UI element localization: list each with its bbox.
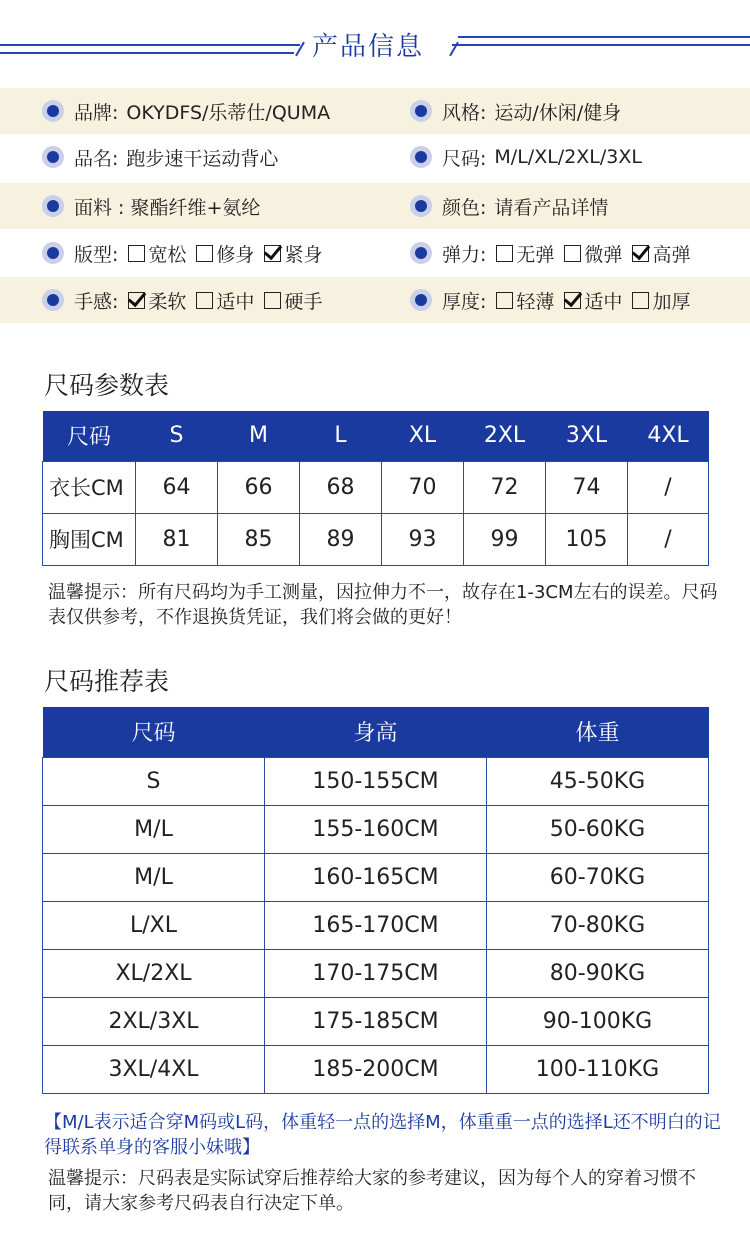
table-row [43,461,709,513]
checkbox-icon[interactable] [564,292,581,309]
elastic-field [410,230,690,276]
brand-label: 品牌: [74,101,119,124]
table-cell: 50-60KG [487,805,709,853]
table-cell: 160-165CM [265,853,487,901]
fit-option-tight[interactable] [264,240,322,267]
brand-field [42,88,330,134]
bullet-icon [410,146,432,168]
table-cell: 165-170CM [265,901,487,949]
column-header: L [300,411,382,461]
option-label: 轻薄 [516,290,555,313]
column-header: 尺码 [43,411,136,461]
checkbox-icon[interactable] [128,245,145,262]
table-row [43,949,709,997]
column-header: 体重 [487,707,709,757]
checkbox-icon[interactable] [632,292,649,309]
fit-option-loose[interactable] [128,240,186,267]
table-row [43,901,709,949]
row-header: 衣长CM [43,461,136,513]
page-title: 产品信息 [312,32,425,62]
checkbox-icon[interactable] [632,245,649,262]
table-cell: / [628,513,709,565]
column-header: 2XL [464,411,546,461]
column-header: 4XL [628,411,709,461]
table-row [43,1045,709,1093]
elastic-option-high[interactable] [632,240,690,267]
checkbox-icon[interactable] [196,245,213,262]
recommend-table [42,707,709,1094]
elastic-label: 弹力: [442,243,487,266]
fit-field [42,230,322,276]
thickness-option-thick[interactable] [632,287,690,314]
column-header: S [136,411,218,461]
table-row [43,513,709,565]
table-cell: / [628,461,709,513]
bullet-icon [42,289,64,311]
option-label: 柔软 [148,290,187,313]
name-field [42,134,278,180]
checkbox-icon[interactable] [496,245,513,262]
color-value: 请看产品详情 [494,196,609,219]
table-row [43,805,709,853]
table-cell: 70 [382,461,464,513]
option-label: 加厚 [652,290,691,313]
column-header: 尺码 [43,707,265,757]
option-label: 紧身 [284,243,323,266]
column-header: XL [382,411,464,461]
column-header: 身高 [265,707,487,757]
checkbox-icon[interactable] [264,245,281,262]
bullet-icon [42,146,64,168]
bullet-icon [410,100,432,122]
table-cell: 3XL/4XL [43,1045,265,1093]
checkbox-icon[interactable] [264,292,281,309]
checkbox-icon[interactable] [564,245,581,262]
size-label: 尺码: [442,147,487,170]
style-value: 运动/休闲/健身 [494,101,622,124]
fabric-label: 面料 : [74,196,125,219]
fabric-value: 聚酯纤维+氨纶 [130,196,261,219]
table-row [43,757,709,805]
option-label: 适中 [216,290,255,313]
header-line-left-bottom [0,52,294,54]
fabric-field [42,183,260,229]
elastic-option-none[interactable] [496,240,554,267]
table-cell: S [43,757,265,805]
table-cell: 100-110KG [487,1045,709,1093]
table-cell: 45-50KG [487,757,709,805]
table-cell: 99 [464,513,546,565]
option-label: 硬手 [284,290,323,313]
bullet-icon [42,242,64,264]
thickness-option-medium[interactable] [564,287,622,314]
info-row-feel [0,277,750,323]
name-value: 跑步速干运动背心 [126,147,279,170]
size-value: M/L/XL/2XL/3XL [494,146,642,168]
table-cell: M/L [43,853,265,901]
header-line-left-top [0,44,300,46]
table-cell: 70-80KG [487,901,709,949]
table-cell: 155-160CM [265,805,487,853]
table-cell: 81 [136,513,218,565]
bullet-icon [42,100,64,122]
elastic-option-slight[interactable] [564,240,622,267]
table-cell: 60-70KG [487,853,709,901]
brand-value: OKYDFS/乐蒂仕/QUMA [126,101,331,124]
color-label: 颜色: [442,196,487,219]
row-header: 胸围CM [43,513,136,565]
name-label: 品名: [74,147,119,170]
style-field [410,88,621,134]
option-label: 无弹 [516,243,555,266]
bullet-icon [410,195,432,217]
feel-option-hard[interactable] [264,287,322,314]
table-cell: 90-100KG [487,997,709,1045]
info-row-fabric [0,183,750,229]
feel-field [42,277,322,323]
table-row [43,997,709,1045]
table-cell: 74 [546,461,628,513]
fit-label: 版型: [74,243,119,266]
column-header: M [218,411,300,461]
feel-label: 手感: [74,290,119,313]
checkbox-icon[interactable] [128,292,145,309]
table-cell: 85 [218,513,300,565]
table-cell: 80-90KG [487,949,709,997]
table-cell: 66 [218,461,300,513]
option-label: 宽松 [148,243,187,266]
option-label: 微弹 [584,243,623,266]
style-label: 风格: [442,101,487,124]
fit-option-slim[interactable] [196,240,254,267]
table-cell: 72 [464,461,546,513]
bullet-icon [410,289,432,311]
size-table [42,411,709,566]
table-cell: 170-175CM [265,949,487,997]
table-cell: 93 [382,513,464,565]
option-label: 修身 [216,243,255,266]
bullet-icon [410,242,432,264]
option-label: 适中 [584,290,623,313]
table-cell: 89 [300,513,382,565]
info-row-brand [0,88,750,134]
feel-option-soft[interactable] [128,287,186,314]
table-header-row [43,411,709,461]
recommend-table-title: 尺码推荐表 [44,667,170,696]
thickness-label: 厚度: [442,290,487,313]
table-cell: 150-155CM [265,757,487,805]
checkbox-icon[interactable] [496,292,513,309]
table-cell: XL/2XL [43,949,265,997]
table-cell: 2XL/3XL [43,997,265,1045]
size-table-note: 温馨提示：所有尺码均为手工测量，因拉伸力不一，故存在1-3CM左右的误差。尺码表仅供参考，不作退换货凭证，我们将会做的更好！ [48,582,718,628]
table-cell: 68 [300,461,382,513]
table-cell: 175-185CM [265,997,487,1045]
thickness-field [410,277,690,323]
table-row [43,853,709,901]
table-cell: 64 [136,461,218,513]
column-header: 3XL [546,411,628,461]
checkbox-icon[interactable] [196,292,213,309]
header-line-right-top [458,36,750,38]
info-row-name [0,134,750,180]
size-field [410,134,642,180]
table-cell: 105 [546,513,628,565]
table-cell: 185-200CM [265,1045,487,1093]
info-row-fit [0,230,750,276]
size-table-title: 尺码参数表 [44,371,170,400]
recommend-note: 温馨提示：尺码表是实际试穿后推荐给大家的参考建议，因为每个人的穿着习惯不同，请大家参考尺码表自行决定下单。 [48,1168,696,1214]
thickness-option-thin[interactable] [496,287,554,314]
table-cell: M/L [43,805,265,853]
recommend-blue-note: 【M/L表示适合穿M码或L码，体重轻一点的选择M，体重重一点的选择L还不明白的记得联系单身的客服小妹哦】 [44,1112,721,1158]
bullet-icon [42,195,64,217]
feel-option-medium[interactable] [196,287,254,314]
option-label: 高弹 [652,243,691,266]
color-field [410,183,608,229]
header-line-right-bottom [452,44,750,46]
section-header [0,0,750,80]
table-header-row [43,707,709,757]
table-cell: L/XL [43,901,265,949]
